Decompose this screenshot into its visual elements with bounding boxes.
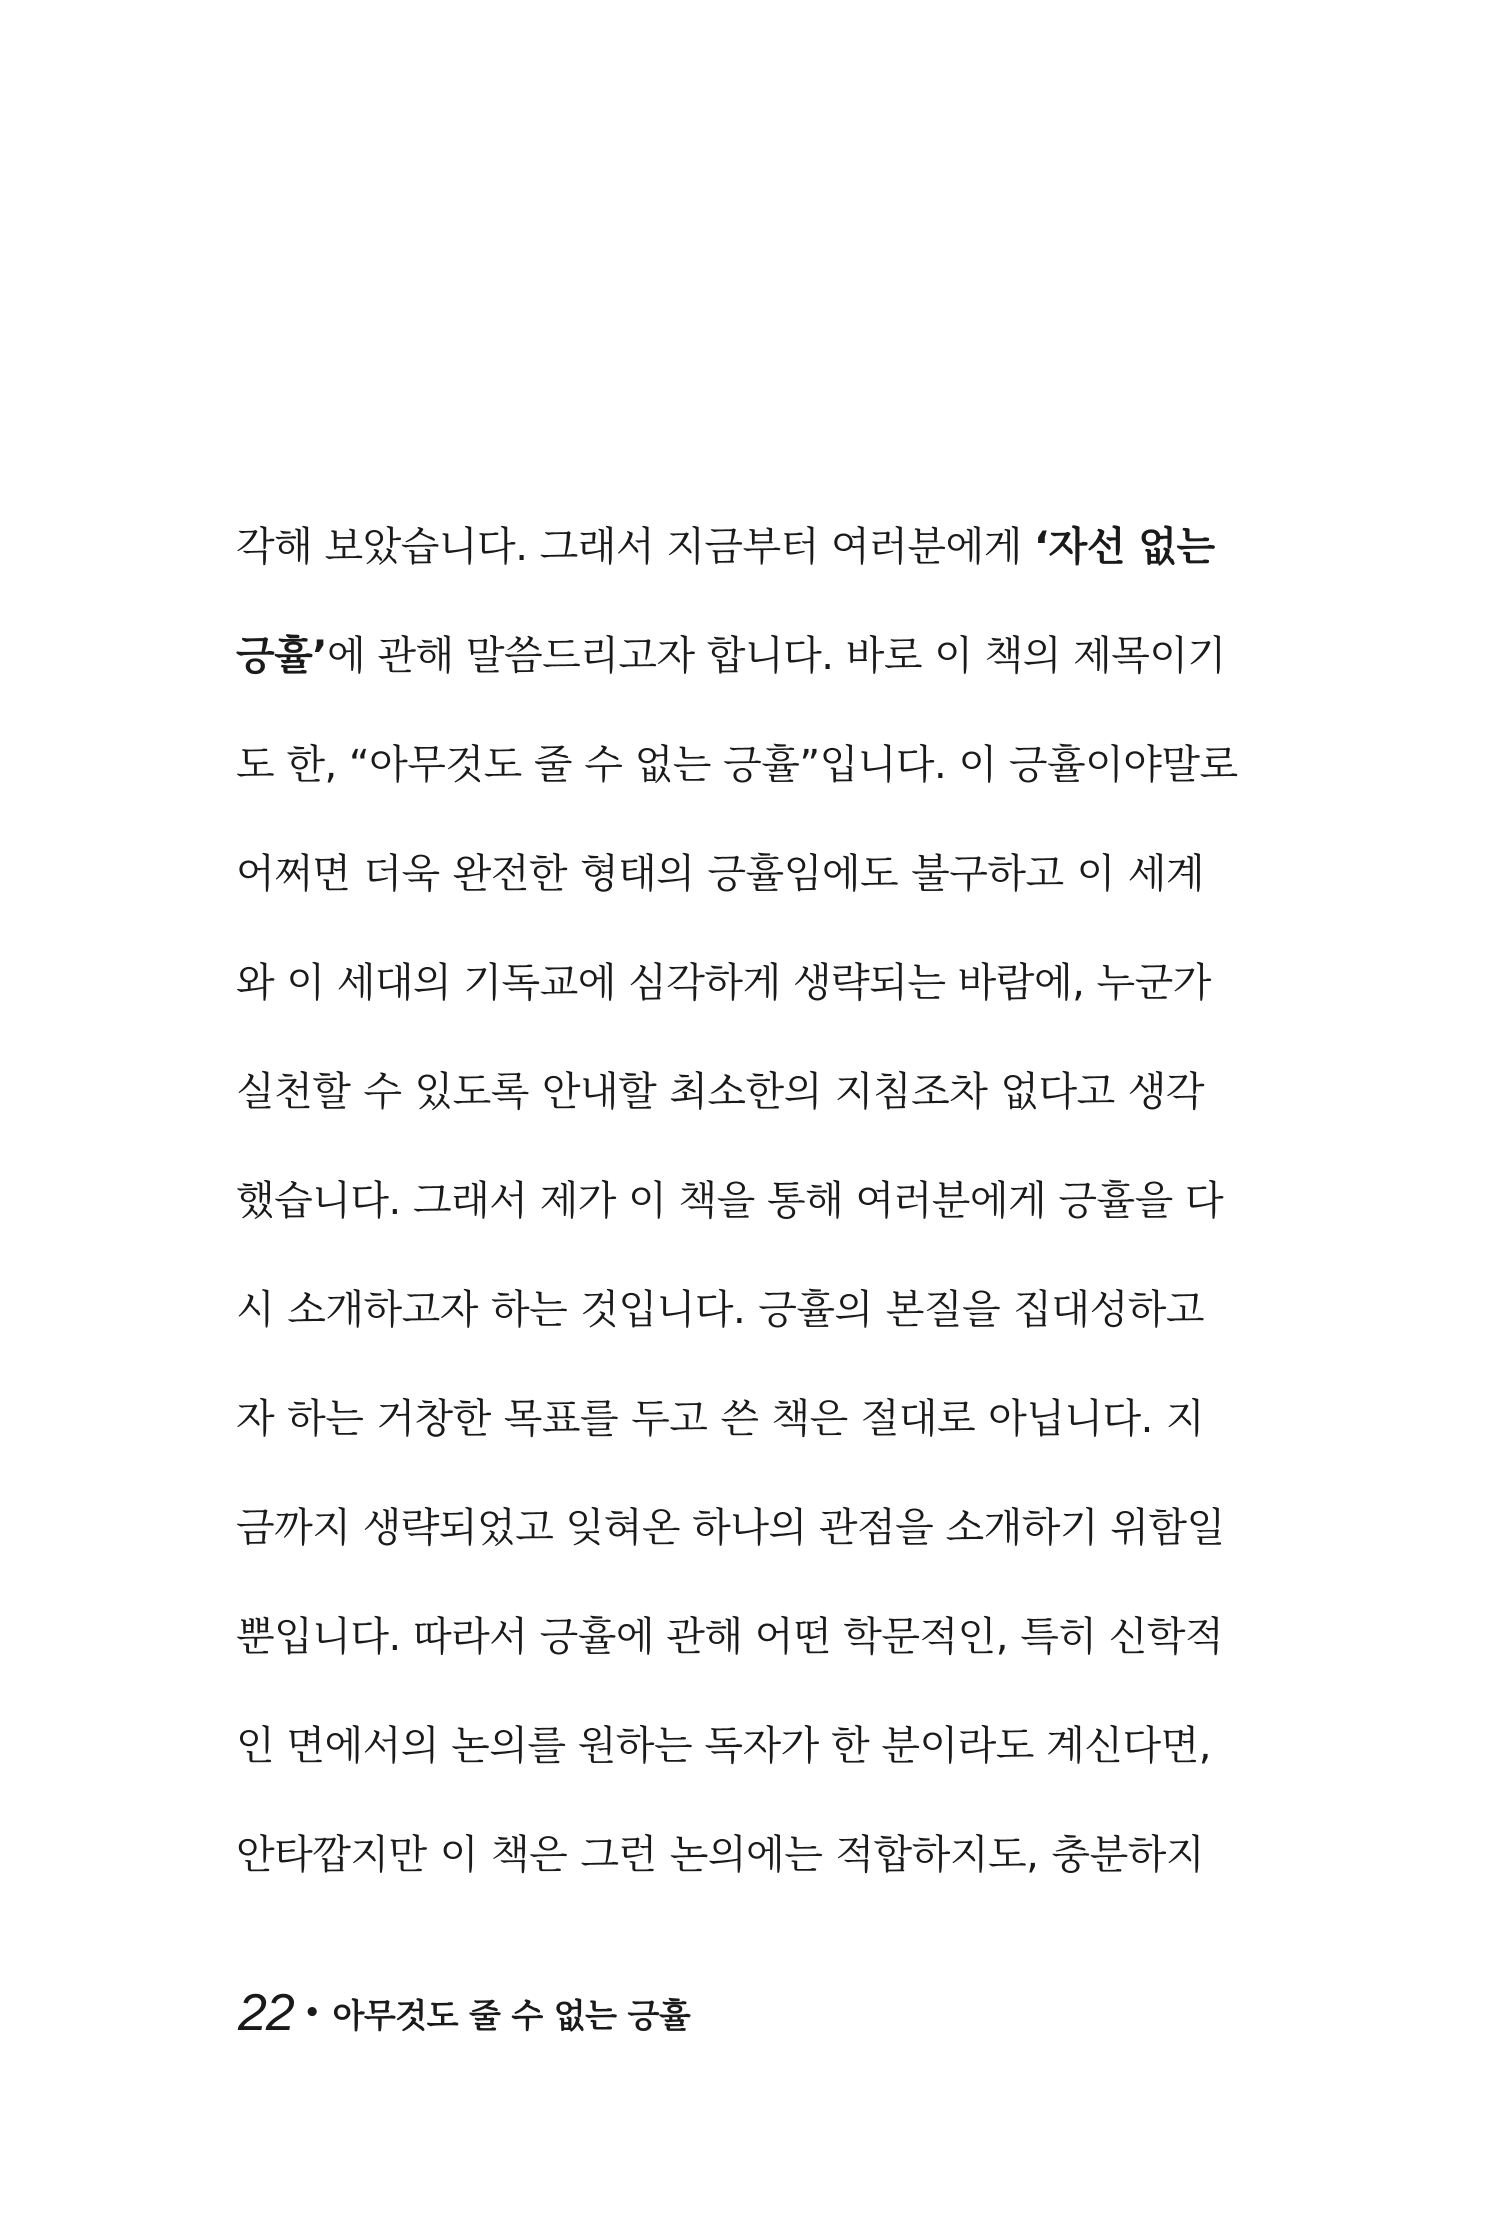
text-line: 실천할 수 있도록 안내할 최소한의 지침조차 없다고 생각 (236, 1069, 1204, 1115)
text-line: 인 면에서의 논의를 원하는 독자가 한 분이라도 계신다면, (236, 1723, 1211, 1769)
page-footer (238, 1978, 690, 2048)
body-text (236, 515, 1238, 1932)
text-line: 어쩌면 더욱 완전한 형태의 긍휼임에도 불구하고 이 세계 (236, 851, 1204, 897)
text-line: 각해 보았습니다. 그래서 지금부터 여러분에게 ‘자선 없는 (236, 524, 1215, 570)
text-line: 했습니다. 그래서 제가 이 책을 통해 여러분에게 긍휼을 다 (236, 1178, 1224, 1224)
text-line: 금까지 생략되었고 잊혀온 하나의 관점을 소개하기 위함일 (236, 1505, 1225, 1551)
emphasis-text: 긍휼’ (236, 633, 327, 679)
text-line: 와 이 세대의 기독교에 심각하게 생략되는 바람에, 누군가 (236, 960, 1211, 1006)
text-line: 긍휼’에 관해 말씀드리고자 합니다. 바로 이 책의 제목이기 (236, 633, 1226, 679)
bullet-separator: • (303, 1998, 321, 2028)
text-line: 자 하는 거창한 목표를 두고 쓴 책은 절대로 아닙니다. 지 (236, 1396, 1204, 1442)
running-title: 아무것도 줄 수 없는 긍휼 (332, 1995, 691, 2035)
text-line: 안타깝지만 이 책은 그런 논의에는 적합하지도, 충분하지 (236, 1832, 1204, 1878)
text-line: 뿐입니다. 따라서 긍휼에 관해 어떤 학문적인, 특히 신학적 (236, 1614, 1224, 1660)
emphasis-text: ‘자선 없는 (1033, 524, 1215, 570)
page-number: 22 (238, 1984, 294, 2042)
text-line: 시 소개하고자 하는 것입니다. 긍휼의 본질을 집대성하고 (236, 1287, 1204, 1333)
text-line: 도 한, “아무것도 줄 수 없는 긍휼”입니다. 이 긍휼이야말로 (236, 742, 1238, 788)
